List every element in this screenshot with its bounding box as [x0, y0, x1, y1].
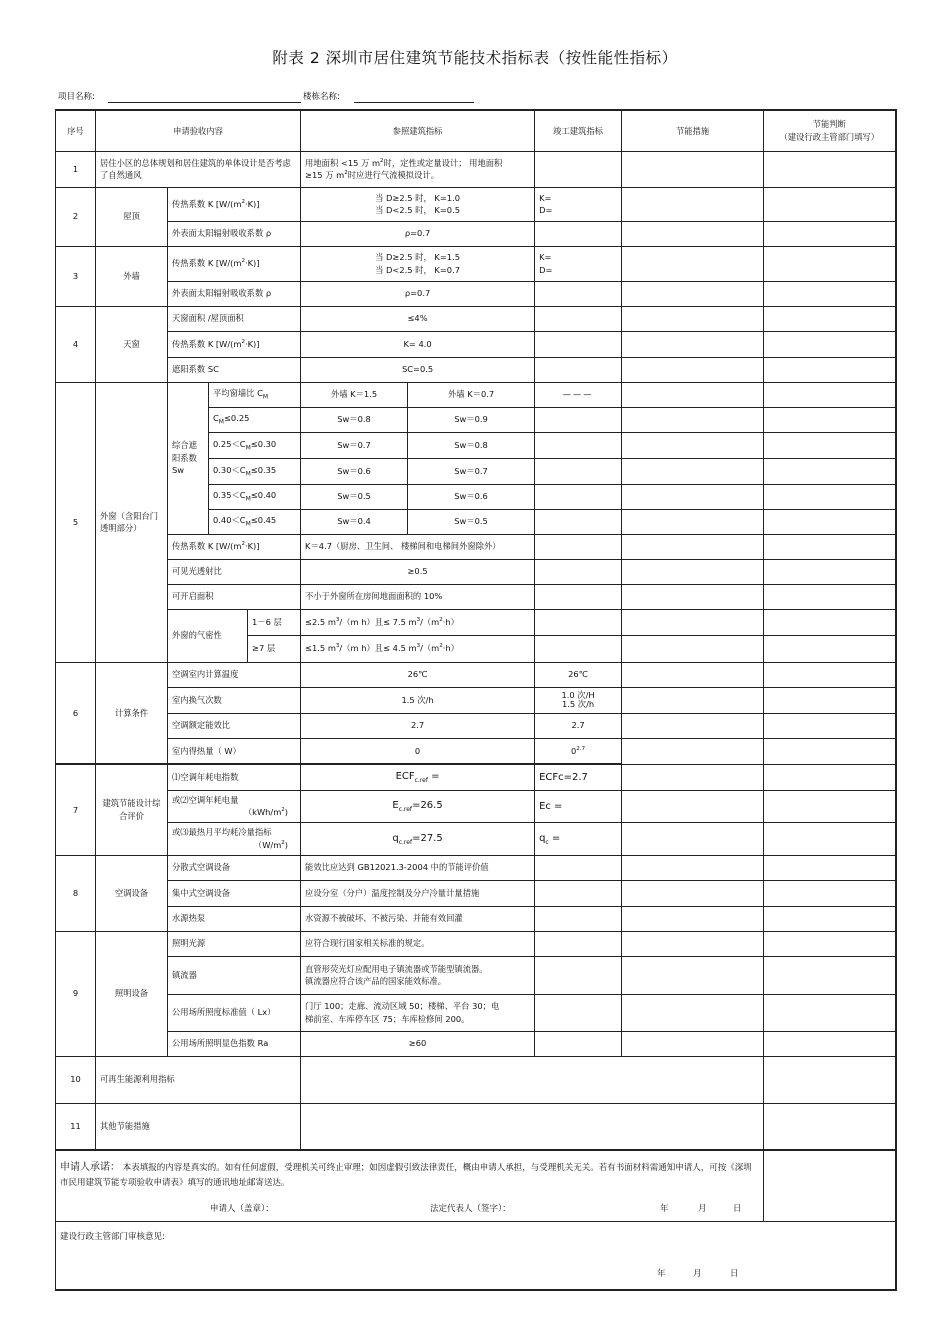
- overall-eval-label: 建筑节能设计综合评价: [96, 764, 168, 855]
- table-row: 水源热泵 水资源不被破坏、不被污染、并能有效回灌: [56, 906, 896, 931]
- table-row: 集中式空调设备 应设分室（分户）温度控制及分户冷量计量措施: [56, 880, 896, 906]
- calc-conditions-label: 计算条件: [96, 662, 168, 764]
- table-row: 公用场所照明显色指数 Ra ≥60: [56, 1031, 896, 1056]
- table-row: 3 外墙 传热系数 K $[W/(m^2\cdot K)]$ 当 D≥2.5 时， K=1.5 当 D<2.5 时， K=0.7 K= D=: [56, 246, 896, 281]
- table-row: 或⑵空调年耗电量 $(kWh/m^2)$ $E_{c.ref}=26.5$ Ec =: [56, 790, 896, 822]
- table-row: 外表面太阳辐射吸收系数 ρ ρ=0.7: [56, 221, 896, 246]
- table-row: 公用场所照度标准值（ Lx） 门厅 100；走廊、流动区域 50；楼梯、平台 30；电 梯前室、车库停车区 75；车库检修间 200。: [56, 994, 896, 1031]
- table-row: 外表面太阳辐射吸收系数 ρ ρ=0.7: [56, 281, 896, 306]
- table-row: 11 其他节能措施: [56, 1103, 896, 1150]
- building-name-field[interactable]: [354, 102, 474, 103]
- table-row: $0.25<C_M\le 0.30$ Sw＝0.7 Sw＝0.8: [56, 432, 896, 458]
- skylight-label: 天窗: [96, 306, 168, 382]
- header-judge: 节能判断 （建设行政主管部门填写）: [764, 110, 896, 151]
- table-row: 遮阳系数 SC SC=0.5: [56, 357, 896, 382]
- table-row: 10 可再生能源利用指标: [56, 1056, 896, 1103]
- table-row: 室内换气次数 1.5 次/h 1.0 次/H 1.5 次/h: [56, 687, 896, 713]
- indicator-table: [55, 109, 897, 1291]
- ventilation-ref: 用地面积 <15 万 $m^2$时，定性或定量设计； 用地面积 ≥15 万 $m^2$时应进行气流模拟设计。: [301, 151, 535, 187]
- legal-rep-signature-label[interactable]: 法定代表人（签字）：: [430, 1204, 511, 1215]
- table-row: 6 计算条件 空调室内计算温度 26℃ 26℃: [56, 662, 896, 687]
- page-title: 附表 2 深圳市居住建筑节能技术指标表（按性能性指标）: [272, 49, 678, 67]
- header-done: 竣工建筑指标: [535, 110, 622, 151]
- pledge-text: 申请人承诺： 本表填报的内容是真实的。如有任何虚假，受理机关可终止审理；如因虚假引致法律责任，概由申请人承担，与受理机关无关。若有书面材料需通知申请人，可按《深圳市民用建筑节能专项验收申请表》填写的通讯地址邮寄送达。: [60, 1162, 752, 1188]
- applicant-signature-label[interactable]: 申请人（盖章）：: [210, 1204, 274, 1215]
- header-measures: 节能措施: [622, 110, 764, 151]
- project-name-label: 项目名称:: [58, 92, 95, 102]
- header-content: 申请验收内容: [96, 110, 301, 151]
- ventilation-question: 居住小区的总体规划和居住建筑的单体设计是否考虑了自然通风: [96, 151, 301, 187]
- table-row: 室内得热量（ W） 0 $0^{2.7}$: [56, 738, 896, 764]
- table-row: 外窗的气密性 1－6 层 ≤2.5 $m^3/(m$ h）且≤ 7.5 $m^3/(m^2\cdot h)$: [56, 609, 896, 635]
- table-row: 空调额定能效比 2.7 2.7: [56, 713, 896, 738]
- ac-equipment-label: 空调设备: [96, 855, 168, 931]
- lighting-label: 照明设备: [96, 931, 168, 1056]
- table-row: 9 照明设备 照明光源 应符合现行国家相关标准的规定。: [56, 931, 896, 956]
- table-row: 传热系数 K $[W/(m^2\cdot K)]$ K= 4.0: [56, 331, 896, 357]
- table-row: $0.30<C_M\le 0.35$ Sw＝0.6 Sw＝0.7: [56, 458, 896, 484]
- header-no: 序号: [56, 110, 96, 151]
- table-header-row: [56, 110, 896, 151]
- header-ref: 参照建筑指标: [301, 110, 535, 151]
- review-row: 建设行政主管部门审核意见: 年 月 日: [56, 1222, 896, 1290]
- table-row: 可开启面积 不小于外窗所在房间地面面积的 10%: [56, 584, 896, 609]
- table-row: 7 建筑节能设计综合评价 ⑴空调年耗电指数 $ECF_{c.ref}$ = ECFc=2.7: [56, 764, 896, 790]
- wall-label: 外墙: [96, 246, 168, 306]
- table-row: 传热系数 K $[W/(m^2\cdot K)]$ K＝4.7（厨房、卫生间、 楼梯间和电梯间外窗除外）: [56, 534, 896, 559]
- table-row: 8 空调设备 分散式空调设备 能效比应达到 GB12021.3-2004 中的节能评价值: [56, 855, 896, 880]
- table-row: 可见光透射比 ≥0.5: [56, 559, 896, 584]
- table-row: 镇流器 直管形荧光灯应配用电子镇流器或节能型镇流器。 镇流器应符合该产品的国家能效标准。: [56, 956, 896, 994]
- applicant-pledge-row: 申请人承诺： 本表填报的内容是真实的。如有任何虚假，受理机关可终止审理；如因虚假引致法律责任，概由申请人承担，与受理机关无关。若有书面材料需通知申请人，可按《深圳市民用建筑节能专项验收申请表》填写的通讯地址邮寄送达。 申请人（盖章）： 法定代表人（签字）： 年 月 日: [56, 1150, 896, 1222]
- table-row: 或⑶最热月平均耗冷量指标 $(W/m^2)$ $q_{c.ref}=27.5$ $q_c$ =: [56, 822, 896, 855]
- table-row: 5 外窗（含阳台门透明部分） 综合遮阳系数 Sw 平均窗墙比 $C_M$ 外墙 K＝1.5 外墙 K＝0.7 ———: [56, 382, 896, 407]
- review-label: 建设行政主管部门审核意见:: [60, 1232, 165, 1243]
- sw-label: 综合遮阳系数 Sw: [168, 382, 209, 534]
- table-row: $0.35<C_M\le 0.40$ Sw＝0.5 Sw＝0.6: [56, 484, 896, 509]
- table-row: 2 屋顶 传热系数 K $[W/(m^2\cdot K)]$ 当 D≥2.5 时， K=1.0 当 D<2.5 时， K=0.5 K= D=: [56, 187, 896, 221]
- table-row: $C_M\le 0.25$ Sw＝0.8 Sw＝0.9: [56, 407, 896, 432]
- table-row: $0.40<C_M\le 0.45$ Sw＝0.4 Sw＝0.5: [56, 509, 896, 534]
- window-label: 外窗（含阳台门透明部分）: [96, 382, 168, 662]
- table-row: ≥7 层 ≤1.5 $m^3/(m$ h）且≤ 4.5 $m^3/(m^2\cdot h)$: [56, 635, 896, 662]
- roof-label: 屋顶: [96, 187, 168, 246]
- table-row: 4 天窗 天窗面积 /屋顶面积 ≤4%: [56, 306, 896, 331]
- table-row: 1 居住小区的总体规划和居住建筑的单体设计是否考虑了自然通风 用地面积 <15 万 $m^2$时，定性或定量设计； 用地面积 ≥15 万 $m^2$时应进行气流模拟设计。: [56, 151, 896, 187]
- building-name-label: 楼栋名称:: [303, 92, 340, 102]
- project-name-field[interactable]: [108, 102, 301, 103]
